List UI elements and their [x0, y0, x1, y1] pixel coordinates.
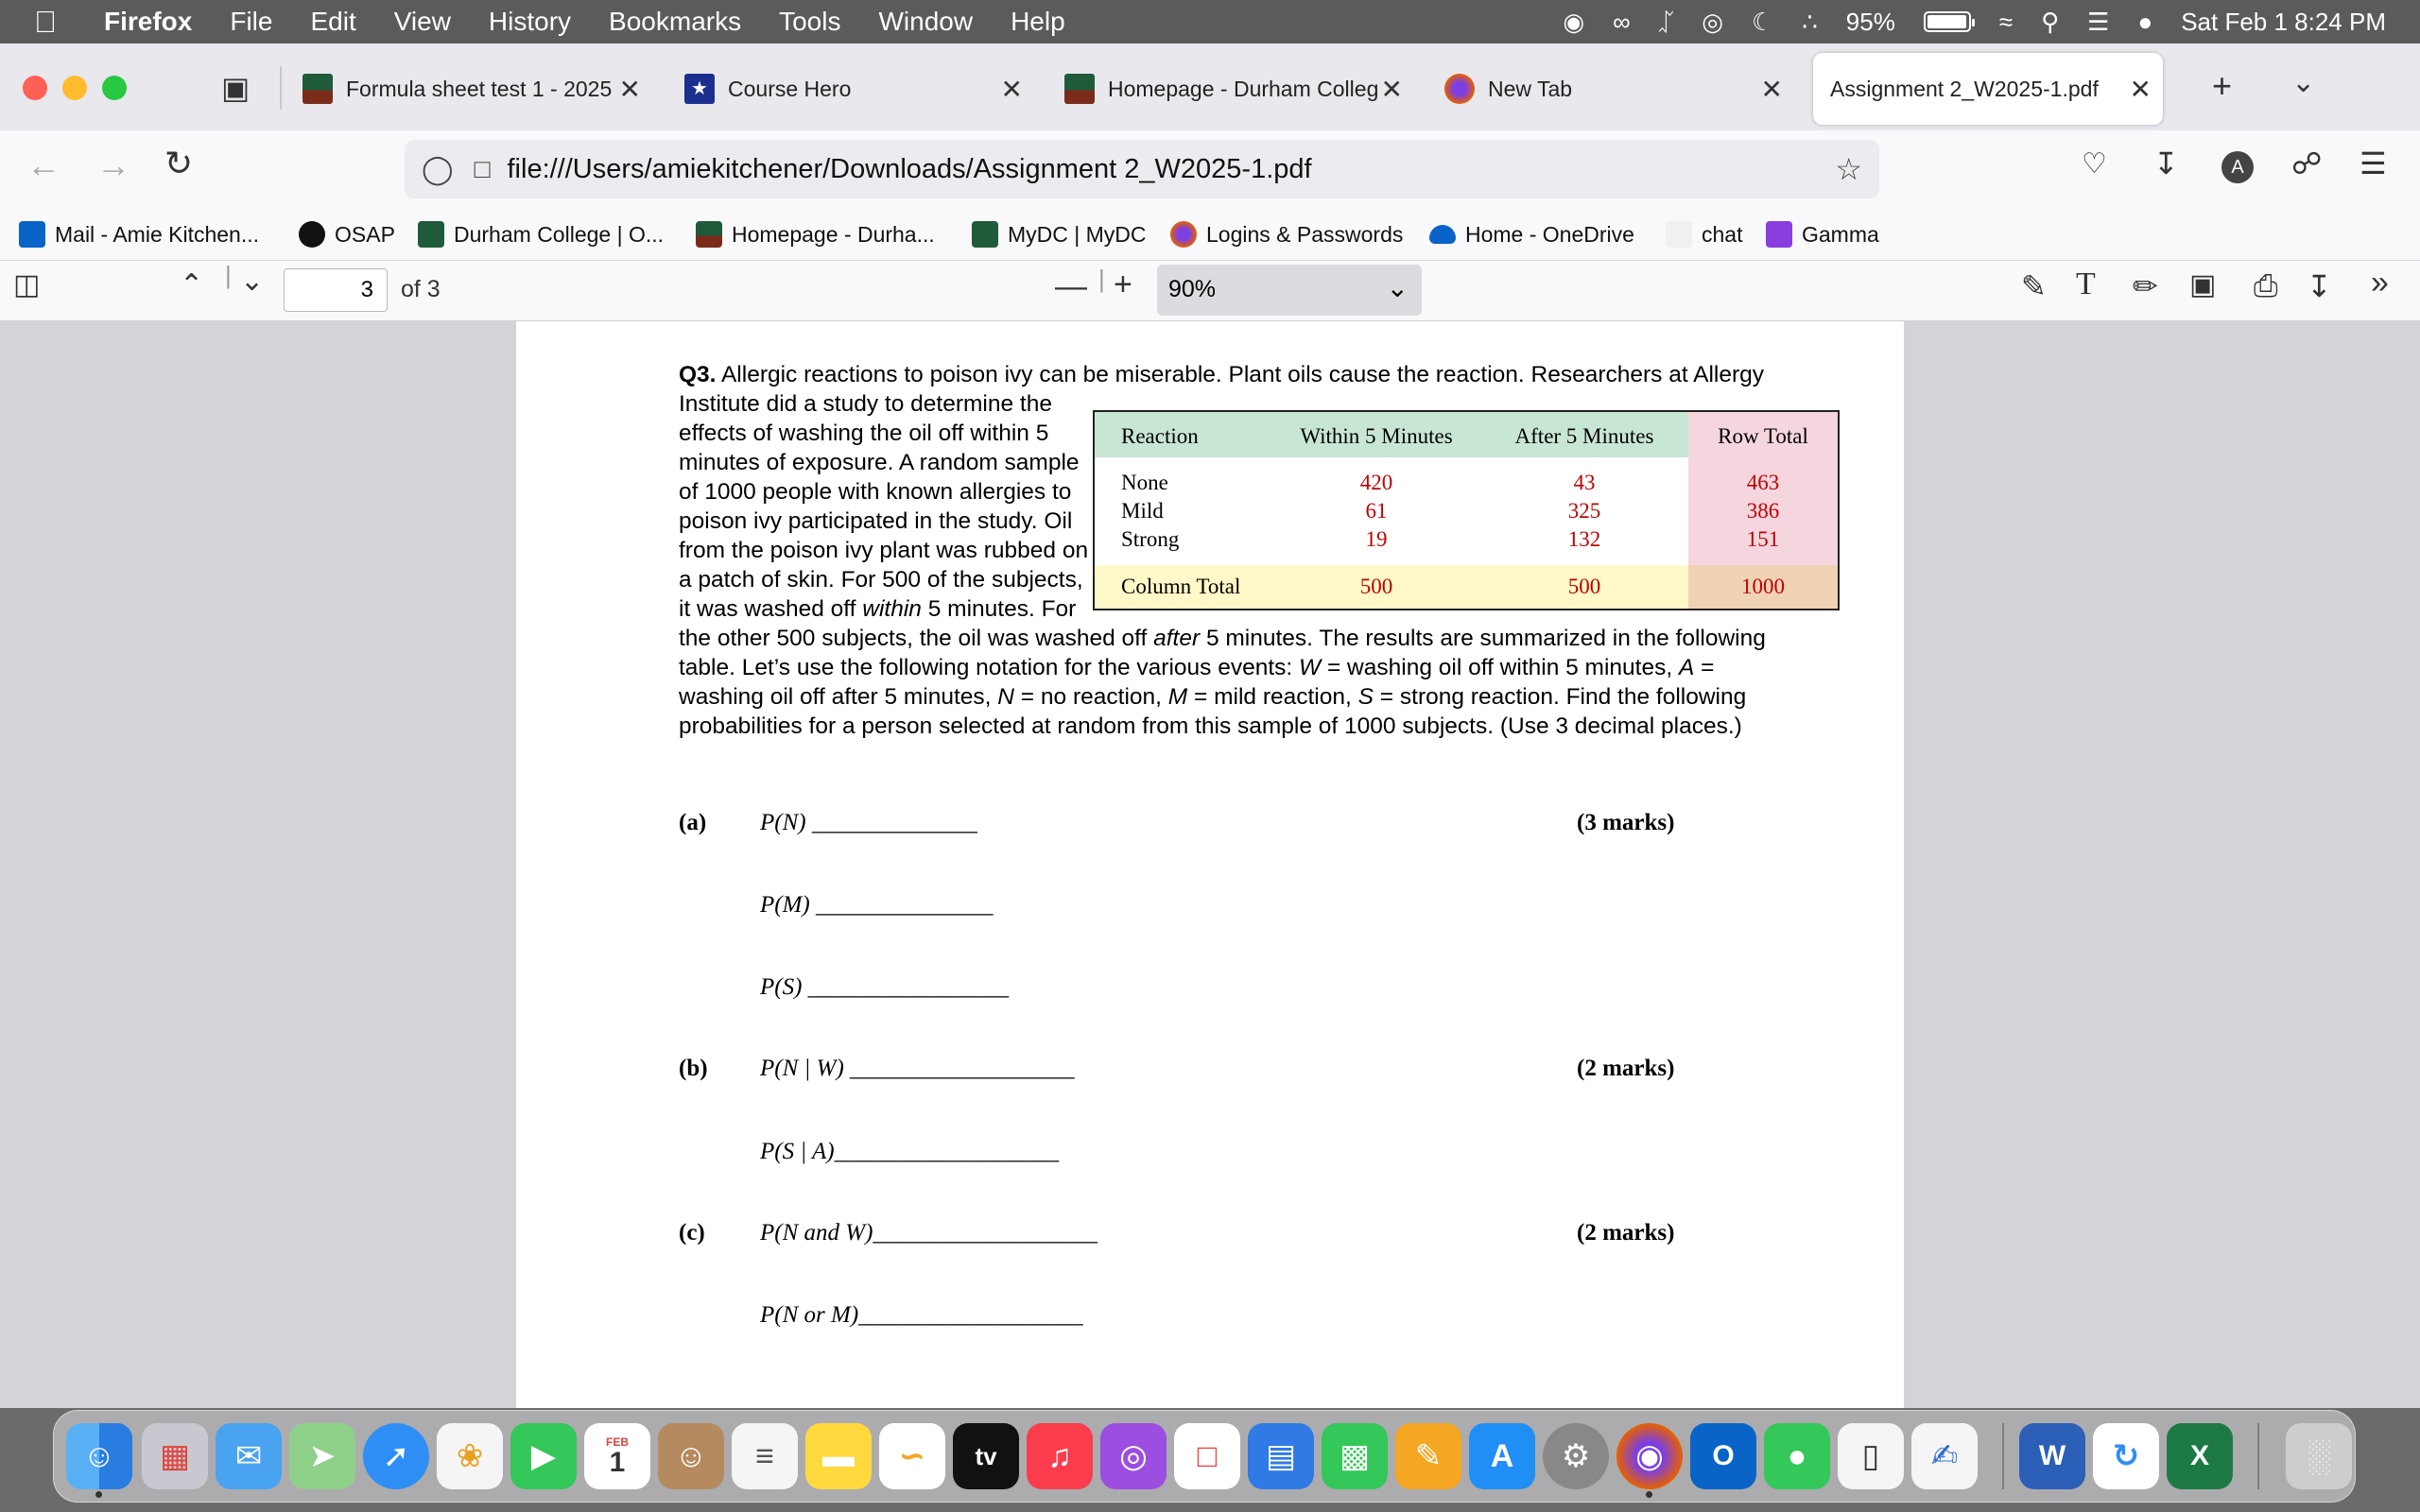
answer-p-s: P(S) _________________: [760, 974, 1010, 1000]
window-controls: [23, 76, 127, 100]
page-file-icon: □: [474, 154, 491, 183]
reminders-icon[interactable]: ≡: [732, 1423, 798, 1489]
table-cell: 151: [1746, 527, 1780, 551]
bookmark-label: Durham College | O...: [454, 221, 665, 247]
tab-title: Homepage - Durham Colleg: [1108, 76, 1379, 101]
tab-title: New Tab: [1488, 76, 1573, 101]
zoom-out-icon[interactable]: —: [1055, 268, 1087, 304]
activity-dots-icon[interactable]: ∴: [1802, 7, 1818, 36]
part-c-label: (c): [679, 1220, 705, 1246]
draw-tool-icon[interactable]: ✏: [2133, 269, 2158, 303]
part-a-label: (a): [679, 810, 707, 835]
tab-title: Assignment 2_W2025-1.pdf: [1830, 76, 2099, 101]
bookmark-label: OSAP: [335, 221, 395, 247]
script-editor-icon[interactable]: ✍: [1911, 1423, 1978, 1489]
durham-favicon-icon: [1064, 74, 1095, 104]
trash-icon[interactable]: ░: [2286, 1423, 2352, 1489]
tab-title: Course Hero: [728, 76, 852, 101]
tab-assignment-pdf[interactable]: [1813, 53, 2163, 125]
question-line-11: table. Let’s use the following notation for the various events: W = washing oil off within 5 minutes, A =: [679, 655, 1715, 680]
answer-p-n-and-w: P(N and W)___________________: [760, 1220, 1098, 1246]
app-store-icon[interactable]: A: [1469, 1423, 1535, 1489]
menu-window[interactable]: Window: [878, 7, 974, 36]
iphone-mirroring-icon[interactable]: ▯: [1838, 1423, 1904, 1489]
airdrop-icon[interactable]: ◎: [1702, 7, 1723, 36]
bookmark-label: Gamma: [1802, 221, 1879, 247]
table-cell: 463: [1746, 471, 1780, 494]
safari-icon[interactable]: ➚: [363, 1423, 429, 1489]
next-page-chevron-icon[interactable]: ⌄: [240, 266, 265, 297]
bookmark-durham-college[interactable]: [418, 219, 664, 249]
bookmark-mail[interactable]: [19, 219, 259, 249]
system-settings-icon[interactable]: ⚙: [1543, 1423, 1609, 1489]
bookmark-label: MyDC | MyDC: [1008, 221, 1147, 247]
firefox-favicon-icon: [1444, 74, 1475, 104]
spotlight-search-icon[interactable]: ⚲: [2041, 7, 2060, 36]
sidebar-toggle-icon[interactable]: ◫: [13, 269, 41, 301]
zoom-dropdown-chevron-icon: ⌄: [1386, 273, 1409, 302]
bookmark-label: Logins & Passwords: [1206, 221, 1404, 247]
table-row-label: None: [1121, 471, 1168, 494]
answer-p-s-given-a: P(S | A)___________________: [760, 1139, 1060, 1164]
question-line-7: from the poison ivy plant was rubbed on: [679, 538, 1089, 563]
table-cell: 386: [1746, 499, 1780, 523]
finder-icon[interactable]: ☺: [66, 1423, 132, 1489]
bookmark-logins[interactable]: [1170, 219, 1403, 249]
durham-favicon-icon: [302, 74, 333, 104]
table-cell: 19: [1365, 527, 1388, 551]
table-cell: 132: [1567, 527, 1601, 551]
table-cell: 1000: [1741, 575, 1785, 598]
bookmark-label: Homepage - Durha...: [732, 221, 935, 247]
reload-icon[interactable]: ↻: [164, 144, 194, 182]
table-cell: 61: [1365, 499, 1388, 523]
numbers-icon[interactable]: ▩: [1322, 1423, 1388, 1489]
close-tab-icon[interactable]: ✕: [1380, 74, 1403, 104]
control-center-icon[interactable]: ☰: [2087, 7, 2110, 36]
question-line-4: minutes of exposure. A random sample: [679, 450, 1080, 475]
table-column-total-label: Column Total: [1121, 575, 1241, 598]
question-number: Q3.: [679, 362, 717, 387]
minimize-window-button[interactable]: [62, 76, 87, 100]
answer-p-n-or-m: P(N or M)___________________: [760, 1302, 1083, 1328]
facetime-icon[interactable]: ▶: [510, 1423, 577, 1489]
vpn-icon[interactable]: ◉: [1563, 7, 1585, 36]
table-cell: 500: [1359, 575, 1393, 598]
freeform-icon[interactable]: ∽: [879, 1423, 945, 1489]
mydc-icon: [972, 221, 998, 248]
dock-separator: [2257, 1423, 2259, 1489]
tab-formula-sheet[interactable]: [302, 53, 652, 125]
table-cell: 500: [1567, 575, 1601, 598]
bookmark-mydc[interactable]: [972, 219, 1147, 249]
firefox-view-icon[interactable]: ▣: [221, 71, 251, 105]
pocket-icon[interactable]: ♡: [2082, 148, 2107, 180]
part-b-label: (b): [679, 1056, 708, 1081]
word-icon[interactable]: W: [2019, 1423, 2085, 1489]
question-line-8: a patch of skin. For 500 of the subjects,: [679, 567, 1083, 593]
contingency-table: [1093, 410, 1840, 610]
music-icon[interactable]: ♫: [1027, 1423, 1093, 1489]
more-tools-chevron-icon[interactable]: »: [2371, 265, 2389, 301]
menu-edit[interactable]: Edit: [310, 7, 356, 36]
osap-icon: [299, 221, 325, 248]
question-line-13: probabilities for a person selected at random from this sample of 1000 subjects. (Use 3 decimal places.): [679, 713, 1742, 739]
highlight-pen-icon[interactable]: ✎: [2021, 269, 2047, 303]
gamma-icon: [1766, 221, 1792, 248]
podcasts-icon[interactable]: ◎: [1100, 1423, 1167, 1489]
excel-icon[interactable]: X: [2167, 1423, 2233, 1489]
battery-percent: 95%: [1845, 7, 1895, 36]
maps-icon[interactable]: ➤: [289, 1423, 355, 1489]
onedrive-cloud-icon: [1429, 225, 1456, 244]
contacts-icon[interactable]: ☺: [658, 1423, 724, 1489]
siri-icon[interactable]: ●: [2137, 7, 2153, 36]
apple-menu-icon[interactable]: [34, 5, 76, 40]
menu-app-firefox[interactable]: Firefox: [104, 7, 193, 36]
creative-cloud-icon[interactable]: ∞: [1613, 7, 1631, 36]
menu-bookmarks[interactable]: Bookmarks: [609, 7, 742, 36]
apple-tv-icon[interactable]: tv: [953, 1423, 1019, 1489]
messages-icon[interactable]: ●: [1764, 1423, 1830, 1489]
menu-help[interactable]: Help: [1011, 7, 1065, 36]
question-line-5: of 1000 people with known allergies to: [679, 479, 1072, 505]
firefox-dock-icon[interactable]: ◉: [1616, 1423, 1683, 1489]
keynote-icon[interactable]: ▤: [1248, 1423, 1314, 1489]
zoom-select[interactable]: [1157, 265, 1422, 316]
zoom-in-icon[interactable]: +: [1114, 266, 1132, 302]
notes-icon[interactable]: ▬: [805, 1423, 872, 1489]
question-line-2: Institute did a study to determine the: [679, 391, 1052, 417]
zoom-value: 90%: [1168, 276, 1217, 302]
close-tab-icon[interactable]: ✕: [1000, 74, 1023, 104]
table-header-reaction: Reaction: [1121, 424, 1199, 448]
new-tab-icon[interactable]: +: [2212, 66, 2233, 105]
table-header-row-total: Row Total: [1718, 424, 1808, 448]
answer-p-m: P(M) _______________: [760, 892, 994, 918]
question-line-3: effects of washing the oil off within 5: [679, 421, 1049, 446]
menu-history[interactable]: History: [488, 7, 572, 36]
menu-tools[interactable]: Tools: [779, 7, 841, 36]
downloads-folder-icon[interactable]: ↻: [2093, 1423, 2159, 1489]
question-line-6: poison ivy participated in the study. Oil: [679, 508, 1073, 534]
question-line-1: Q3. Allergic reactions to poison ivy can be miserable. Plant oils cause the reaction. Researchers at Allergy: [679, 362, 1765, 387]
image-tool-icon[interactable]: ▣: [2189, 269, 2217, 301]
bookmark-chat[interactable]: [1666, 219, 1742, 249]
close-tab-icon[interactable]: ✕: [618, 74, 641, 104]
outlook-dock-icon[interactable]: O: [1690, 1423, 1756, 1489]
answer-p-n-given-w: P(N | W) ___________________: [760, 1056, 1075, 1081]
macos-menu-bar: [0, 0, 2420, 43]
tab-title: Formula sheet test 1 - 2025: [346, 76, 613, 101]
bookmark-star-icon[interactable]: ☆: [1835, 152, 1862, 186]
back-arrow-icon[interactable]: ←: [26, 146, 60, 184]
close-tab-icon[interactable]: ✕: [2129, 74, 2152, 104]
bookmark-label: chat: [1702, 221, 1743, 247]
answer-p-n: P(N) ______________: [760, 810, 977, 835]
zoom-window-button[interactable]: [102, 76, 127, 100]
chat-icon: [1666, 221, 1692, 248]
print-icon[interactable]: ⎙: [2254, 268, 2278, 302]
tab-new-tab[interactable]: [1444, 53, 1794, 125]
part-a-marks: (3 marks): [1577, 810, 1675, 835]
menu-clock[interactable]: Sat Feb 1 8:24 PM: [2181, 7, 2386, 36]
text-tool-icon[interactable]: T: [2076, 266, 2096, 301]
forward-arrow-icon[interactable]: →: [96, 146, 130, 184]
battery-icon[interactable]: [1924, 11, 1971, 32]
wifi-icon[interactable]: ≈: [1998, 7, 2014, 36]
bookmark-homepage-durham[interactable]: [696, 219, 935, 249]
question-line-12: washing oil off after 5 minutes, N = no reaction, M = mild reaction, S = strong reaction. Find the following: [679, 684, 1747, 710]
part-b-marks: (2 marks): [1577, 1056, 1675, 1081]
page-count-label: of 3: [401, 276, 441, 302]
table-row-label: Mild: [1121, 499, 1164, 523]
hamburger-menu-icon[interactable]: ☰: [2360, 146, 2387, 180]
page-number-input[interactable]: 3: [284, 268, 388, 312]
bookmark-label: Home - OneDrive: [1465, 221, 1634, 247]
part-c-marks: (2 marks): [1577, 1220, 1675, 1246]
durham-icon: [418, 221, 444, 248]
bookmark-label: Mail - Amie Kitchen...: [55, 221, 260, 247]
course-hero-favicon-icon: ★: [684, 74, 715, 104]
table-cell: 420: [1359, 471, 1393, 494]
url-text[interactable]: file:///Users/amiekitchener/Downloads/Assignment 2_W2025-1.pdf: [507, 153, 1312, 184]
photos-icon[interactable]: ❀: [437, 1423, 503, 1489]
table-row-label: Strong: [1121, 527, 1180, 551]
bookmark-onedrive[interactable]: [1429, 219, 1634, 249]
focus-moon-icon[interactable]: ☾: [1751, 7, 1774, 36]
extensions-icon[interactable]: ☍: [2291, 146, 2323, 180]
account-avatar-icon[interactable]: A: [2221, 151, 2254, 183]
bookmark-osap[interactable]: [299, 219, 395, 249]
bookmark-gamma[interactable]: [1766, 219, 1879, 249]
question-line-10: the other 500 subjects, the oil was washed off after 5 minutes. The results are summarized in the following: [679, 626, 1766, 651]
table-cell: 325: [1567, 499, 1601, 523]
list-all-tabs-chevron-icon[interactable]: ⌄: [2291, 67, 2316, 98]
launchpad-icon[interactable]: ▦: [142, 1423, 208, 1489]
firefox-icon: [1170, 221, 1197, 248]
pages-icon[interactable]: ✎: [1395, 1423, 1461, 1489]
mail-icon[interactable]: ✉: [216, 1423, 282, 1489]
url-bar[interactable]: [405, 140, 1879, 198]
tab-course-hero[interactable]: [684, 53, 1034, 125]
save-download-icon[interactable]: ↧: [2307, 269, 2332, 303]
previous-page-chevron-icon[interactable]: ⌃: [180, 269, 204, 301]
bluetooth-icon[interactable]: ᛢ: [1658, 7, 1674, 36]
durham-icon: [696, 221, 722, 248]
menu-file[interactable]: File: [230, 7, 273, 36]
close-window-button[interactable]: [23, 76, 47, 100]
outlook-icon: [19, 221, 45, 248]
toolbar-divider: |: [225, 261, 232, 289]
menu-view[interactable]: View: [393, 7, 451, 36]
tracking-shield-icon[interactable]: ◯: [422, 153, 454, 185]
tab-homepage-durham[interactable]: [1064, 53, 1414, 125]
question-line-9: it was washed off within 5 minutes. For: [679, 596, 1077, 622]
downloads-icon[interactable]: ↧: [2153, 146, 2179, 180]
dock-separator: [2002, 1423, 2004, 1489]
table-cell: 43: [1573, 471, 1596, 494]
news-icon[interactable]: □: [1174, 1423, 1240, 1489]
toolbar-divider: |: [1098, 265, 1105, 293]
close-tab-icon[interactable]: ✕: [1760, 74, 1783, 104]
table-header-within: Within 5 Minutes: [1300, 424, 1453, 448]
table-header-after: After 5 Minutes: [1514, 424, 1654, 448]
calendar-icon[interactable]: FEB 1: [584, 1423, 650, 1489]
